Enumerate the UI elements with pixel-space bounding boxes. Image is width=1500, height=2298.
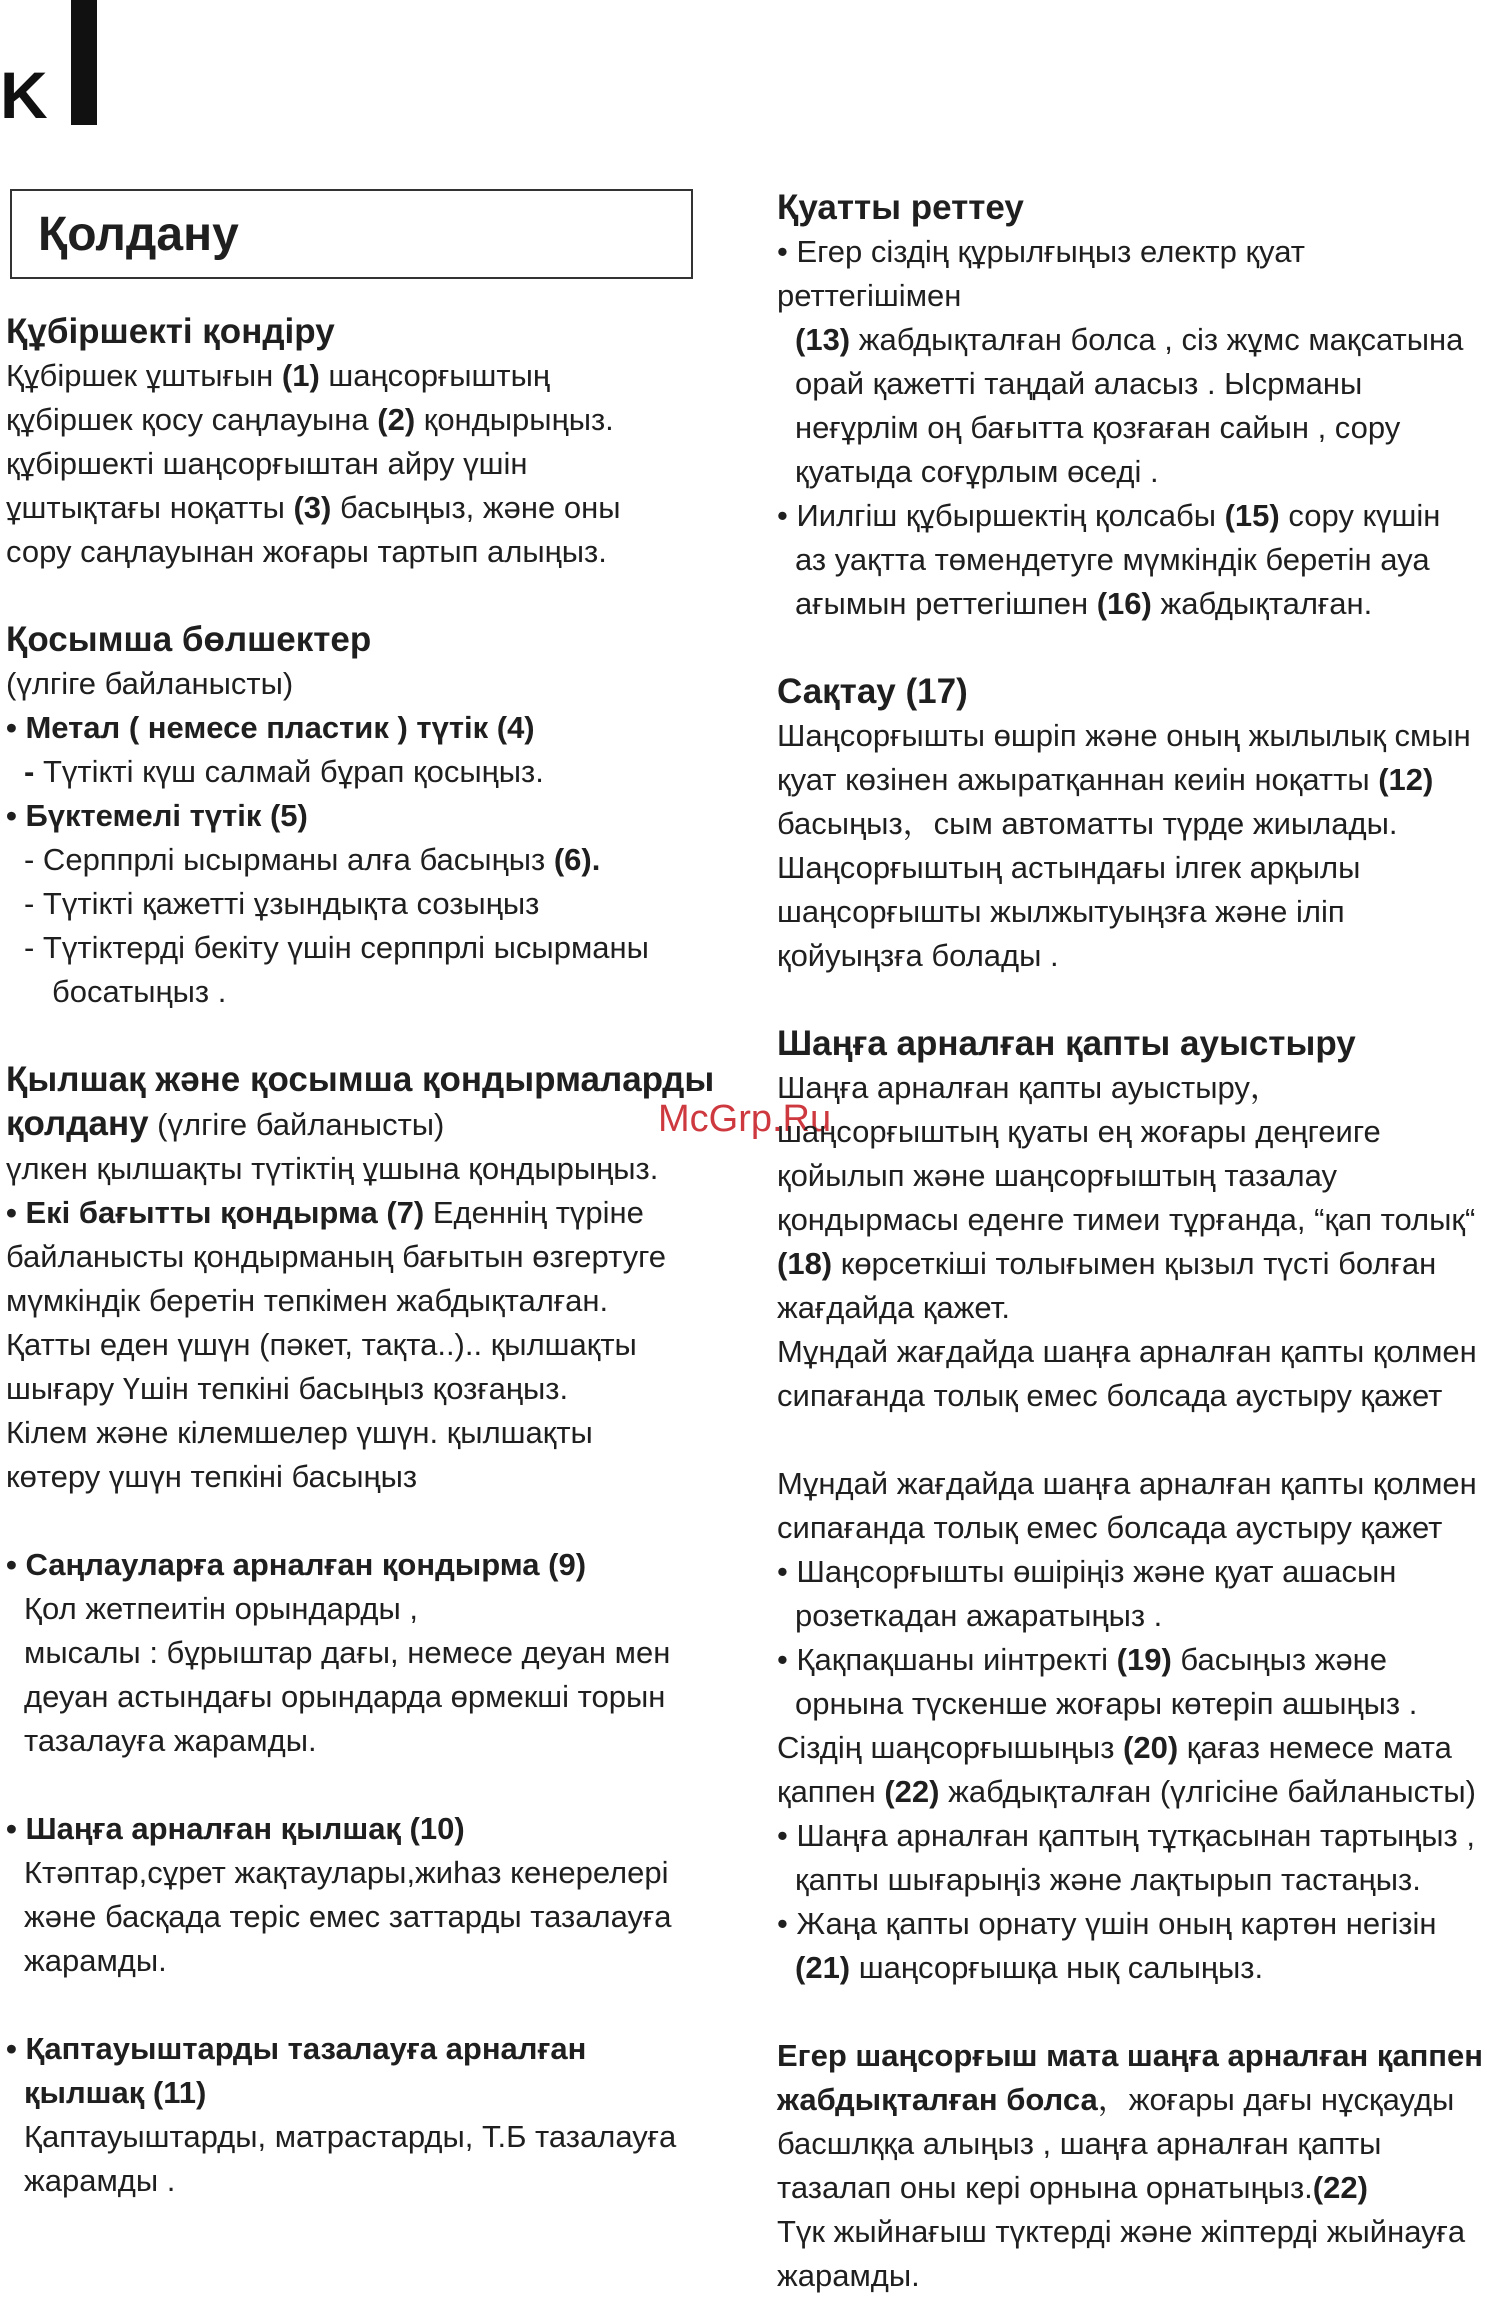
text-line: Ктәптар,сұрет жақтаулары,жиһаз кенерелері	[24, 1855, 669, 1890]
text-line: құбіршек қосу саңлауына (2) қондырыңыз.	[6, 402, 614, 437]
text-line: мысалы : бұрыштар дағы, немесе деуан мен	[24, 1635, 671, 1670]
text-line: қойылып және шаңсорғыштың тазалау	[777, 1158, 1338, 1193]
text-line: қолдану (үлгіге байланысты)	[6, 1104, 445, 1143]
text-line: қойуыңзға болады .	[777, 938, 1059, 973]
bullet-title: • Метал ( немесе пластик ) түтік (4)	[6, 710, 535, 745]
language-marker-bar	[71, 0, 97, 125]
text-line: неғұрлім оң бағытта қозғаған сайын , сору	[795, 410, 1401, 445]
text-line: шаңсорғышты жылжытуыңзға және іліп	[777, 894, 1345, 929]
left-column	[6, 310, 726, 2203]
text-line: қаппен (22) жабдықталған (үлгісіне байланысты)	[777, 1774, 1476, 1809]
bullet-title: • Қаптауыштарды тазалауға арналған	[6, 2031, 587, 2066]
text-line: Шаңға арналған қапты ауыстыру，	[777, 1070, 1281, 1105]
bullet-title: • Бүктемелі түтік (5)	[6, 798, 308, 833]
text-line: Егер шаңсорғыш мата шаңға арналған қаппен	[777, 2038, 1483, 2073]
text-line: көтеру үшүн тепкіні басыңыз	[6, 1459, 418, 1494]
text-line: Шаңсорғышты өшріп және оның жылылық смын	[777, 718, 1471, 753]
text-line: Қатты еден үшүн (пәкет, тақта..).. қылшақты	[6, 1327, 637, 1362]
text-line: аз уақтта төмендетуге мүмкіндік беретін ауа	[795, 542, 1430, 577]
text-line: қондырмасы еденге тимеи тұрғанда, “қап толық“	[777, 1202, 1476, 1237]
text-line: деуан астындағы орындарда өрмекші торын	[24, 1679, 666, 1714]
text-line: Мұндай жағдайда шаңға арналған қапты қолмен	[777, 1334, 1477, 1369]
text-line: (21) шаңсорғышқа нық салыңыз.	[795, 1950, 1264, 1985]
text-line: жағдайда қажет.	[777, 1290, 1010, 1325]
text-line: Кілем және кілемшелер үшүн. қылшақты	[6, 1415, 593, 1450]
text-line: Қол жетпеитін орындарды ,	[24, 1591, 418, 1626]
bullet-title: • Саңлауларға арналған қондырма (9)	[6, 1547, 587, 1582]
section-title-power: Қуатты реттеу	[777, 188, 1024, 227]
text-line: мүмкіндік беретін тепкімен жабдықталған.	[6, 1283, 609, 1318]
text-line: босатыңыз .	[52, 974, 227, 1009]
text-line: - Түтікті күш салмай бұрап қосыңыз.	[24, 754, 544, 789]
text-line: шығару Үшін тепкіні басыңыз қозғаңыз.	[6, 1371, 569, 1406]
watermark: McGrp.Ru	[658, 1098, 832, 1140]
text-line: жабдықталған болса，жоғары дағы нұсқауды	[777, 2082, 1455, 2117]
text-line: шаңсорғыштың қуаты ең жоғары деңгеиге	[777, 1114, 1381, 1149]
text-line: басшлққа алыңыз , шаңға арналған қапты	[777, 2126, 1382, 2161]
text-line: байланысты қондырманың бағытын өзгертуге	[6, 1239, 667, 1274]
text-line: ағымын реттегішпен (16) жабдықталған.	[795, 586, 1373, 621]
text-line: Түк жыйнағыш түктерді және жіптерді жыйнауға	[777, 2214, 1466, 2249]
section-title-hose: Құбіршекті қондіру	[6, 312, 335, 351]
text-line: - Серппрлі ысырманы алға басыңыз (6).	[24, 842, 601, 877]
text-line: • Қақпақшаны иінтректі (19) басыңыз және	[777, 1642, 1388, 1677]
section-title-bag-replacement: Шаңға арналған қапты ауыстыру	[777, 1024, 1356, 1063]
text-line: • Жаңа қапты орнату үшін оның картөн негізін	[777, 1906, 1437, 1941]
text-line: жарамды.	[24, 1943, 167, 1978]
page-title: Қолдану	[38, 208, 239, 261]
language-code: K	[0, 58, 48, 132]
text-line: сору саңлауынан жоғары тартып алыңыз.	[6, 534, 607, 569]
bullet-title: • Шаңға арналған қылшақ (10)	[6, 1811, 465, 1846]
bullet-title: қылшақ (11)	[24, 2075, 207, 2110]
text-line: қапты шығарыңіз және лақтырып тастаңыз.	[795, 1862, 1421, 1897]
text-line: және басқада теріс емес заттарды тазалауға	[24, 1899, 672, 1934]
text-line: орнына түскенше жоғары көтеріп ашыңыз .	[795, 1686, 1418, 1721]
text-line: - Түтіктерді бекіту үшін серппрлі ысырманы	[24, 930, 649, 965]
text-line: ұштықтағы ноқатты (3) басыңыз, және оны	[6, 490, 621, 525]
text-line: розеткадан ажаратыңыз .	[795, 1598, 1163, 1633]
text-line: тазалауға жарамды.	[24, 1723, 317, 1758]
text-line: сипағанда толық емес болсада аустыру қажет	[777, 1510, 1443, 1545]
title-box	[10, 189, 693, 279]
text-line: тазалап оны кері орнына орнатыңыз.(22)	[777, 2170, 1368, 2205]
text-line: сипағанда толық емес болсада аустыру қажет	[777, 1378, 1443, 1413]
text-line: Шаңсорғыштың астындағы ілгек арқылы	[777, 850, 1361, 885]
text-line: қуат көзінен ажыратқаннан кеиін ноқатты (12)	[777, 762, 1434, 797]
text-line: (18) көрсеткіші толығымен қызыл түсті болған	[777, 1246, 1437, 1281]
text-line: (13) жабдықталған болса , сіз жұмс мақсатына	[795, 322, 1464, 357]
text-line: - Түтікті қажетті ұзындықта созыңыз	[24, 886, 540, 921]
text-line: орай қажетті таңдай аласыз . Ысрманы	[795, 366, 1363, 401]
section-title-brushes: Қылшақ және қосымша қондырмаларды	[6, 1060, 715, 1099]
text-line: жарамды .	[24, 2163, 176, 2198]
section-title-accessories: Қосымша бөлшектер	[6, 620, 372, 659]
text-line: • Екі бағытты қондырма (7) Еденнің түріне	[6, 1195, 644, 1230]
section-title-storage: Сақтау (17)	[777, 672, 968, 711]
text-line: • Шаңсорғышты өшіріңіз және қуат ашасын	[777, 1554, 1397, 1589]
text-line: жарамды.	[777, 2258, 920, 2293]
text-line: басыңыз，сым автоматты түрде жиылады.	[777, 806, 1398, 841]
text-line: • Иилгіш құбыршектің қолсабы (15) сору күшін	[777, 498, 1441, 533]
text-line: Қаптауыштарды, матрастарды, Т.Б тазалауға	[24, 2119, 677, 2154]
text-line: Құбіршек ұштығын (1) шаңсорғыштың	[6, 358, 551, 393]
text-line: • Егер сіздің құрылғыңыз електр қуат реттегішімен	[777, 234, 1305, 313]
text-line: Мұндай жағдайда шаңға арналған қапты қолмен	[777, 1466, 1477, 1501]
text-line: құбіршекті шаңсорғыштан айру үшін	[6, 446, 528, 481]
text-line: Сіздің шаңсорғышыңыз (20) қағаз немесе мата	[777, 1730, 1452, 1765]
text-line: (үлгіге байланысты)	[6, 666, 294, 701]
text-line: қуатыда соғұрлым өседі .	[795, 454, 1159, 489]
right-column	[777, 186, 1497, 2298]
text-line: • Шаңға арналған қаптың тұтқасынан тартыңыз ,	[777, 1818, 1475, 1853]
text-line: үлкен қылшақты түтіктің ұшына қондырыңыз.	[6, 1151, 659, 1186]
